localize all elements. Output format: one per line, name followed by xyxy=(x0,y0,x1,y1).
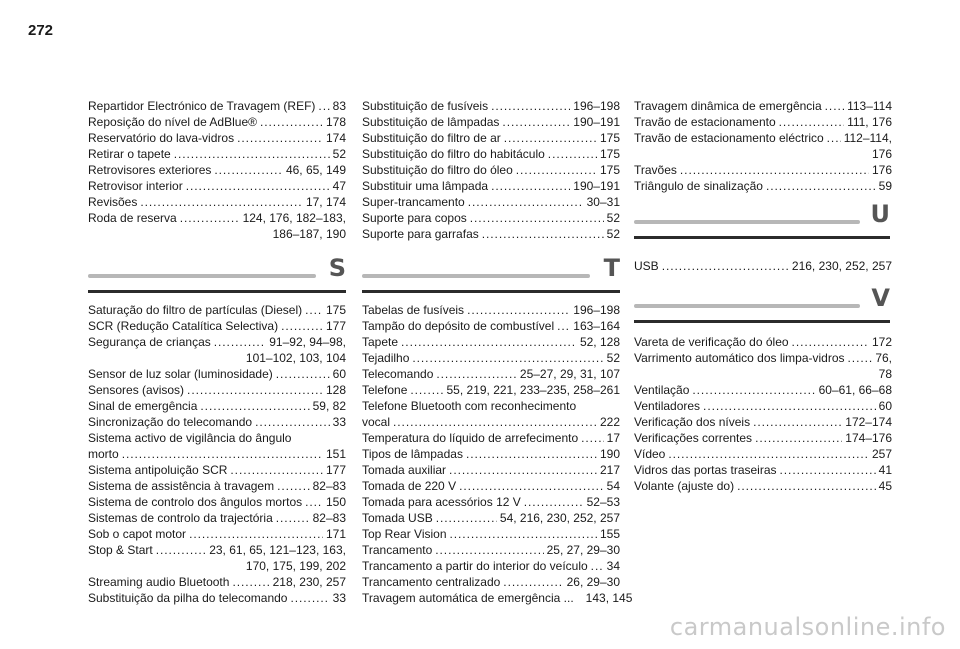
index-page-refs: 174 xyxy=(325,131,346,145)
index-term: Sistemas de controlo da trajectória xyxy=(88,511,273,525)
index-term: Substituição do filtro do habitáculo xyxy=(362,147,545,161)
dot-leader xyxy=(692,382,815,398)
index-entry xyxy=(362,446,620,462)
dot-leader xyxy=(189,526,323,542)
index-entry xyxy=(88,526,346,542)
index-entry xyxy=(88,194,346,210)
dot-leader xyxy=(232,574,269,590)
dot-leader xyxy=(848,350,873,366)
dot-leader xyxy=(436,510,497,526)
index-entry xyxy=(362,574,620,590)
index-entry xyxy=(362,146,620,162)
dot-leader xyxy=(766,178,876,194)
section-rule xyxy=(634,304,860,308)
section-letter: T xyxy=(603,254,620,282)
index-column-c-v xyxy=(634,334,892,494)
index-term: Tapete xyxy=(362,335,399,349)
dot-leader xyxy=(305,494,323,510)
index-page-refs: 76, xyxy=(875,351,892,365)
index-entry xyxy=(362,98,620,114)
index-page-refs: 175 xyxy=(325,303,346,317)
index-page-refs: 82–83 xyxy=(312,511,346,525)
index-entry xyxy=(362,462,620,478)
index-page-refs: 23, 61, 65, 121–123, 163, xyxy=(209,543,346,557)
index-term: Retirar o tapete xyxy=(88,147,171,161)
index-column-b xyxy=(362,98,620,242)
dot-leader xyxy=(305,302,323,318)
index-entry xyxy=(88,462,346,478)
index-entry xyxy=(88,366,346,382)
index-entry xyxy=(634,350,892,366)
index-column-a xyxy=(88,98,346,242)
index-term: USB xyxy=(634,259,659,273)
index-page-refs: 17 xyxy=(606,431,620,445)
index-entry xyxy=(634,258,892,274)
dot-leader xyxy=(524,494,584,510)
index-page-refs: 55, 219, 221, 233–235, 258–261 xyxy=(446,383,620,397)
dot-leader xyxy=(276,366,330,382)
section-letter: U xyxy=(870,200,890,228)
index-entry xyxy=(88,130,346,146)
index-page-refs: 174–176 xyxy=(845,431,892,445)
index-term: Tomada para acessórios 12 V xyxy=(362,495,521,509)
index-page-refs: 178 xyxy=(325,115,346,129)
index-term: Ventiladores xyxy=(634,399,701,413)
dot-leader xyxy=(753,414,842,430)
index-term: Trancamento centralizado xyxy=(362,575,501,589)
index-column-c xyxy=(634,98,892,194)
index-block-u xyxy=(634,258,892,274)
dot-leader xyxy=(557,318,570,334)
index-term: Volante (ajuste do) xyxy=(634,479,735,493)
index-page-refs: 172–174 xyxy=(845,415,892,429)
index-page-refs: 52 xyxy=(606,227,620,241)
index-page-refs: 218, 230, 257 xyxy=(272,575,346,589)
index-page-refs: 128 xyxy=(325,383,346,397)
index-block-t2 xyxy=(634,98,892,194)
index-term: Substituir uma lâmpada xyxy=(362,179,489,193)
index-term: Substituição do filtro de ar xyxy=(362,131,501,145)
index-page-refs: 54 xyxy=(606,479,620,493)
section-header-s xyxy=(88,254,346,293)
index-entry xyxy=(634,178,892,194)
index-term: Revisões xyxy=(88,195,138,209)
index-page-refs: 112–114, xyxy=(843,131,892,145)
index-page-refs: 45 xyxy=(878,479,892,493)
dot-leader xyxy=(503,574,563,590)
index-page-refs-continued: 78 xyxy=(878,367,892,381)
index-entry xyxy=(634,478,892,494)
index-page-refs: 196–198 xyxy=(573,99,620,113)
index-term: Sinal de emergência xyxy=(88,399,198,413)
index-page-refs: 83 xyxy=(332,99,346,113)
dot-leader xyxy=(662,258,789,274)
dot-leader xyxy=(230,462,323,478)
index-term: Tipos de lâmpadas xyxy=(362,447,463,461)
index-term: Retrovisores exteriores xyxy=(88,163,212,177)
index-page-refs: 163–164 xyxy=(573,319,620,333)
index-term: Suporte para copos xyxy=(362,211,467,225)
index-term: Reservatório do lava-vidros xyxy=(88,131,235,145)
index-term: Super-trancamento xyxy=(362,195,465,209)
index-page-refs: 176 xyxy=(871,163,892,177)
index-page-refs: 113–114 xyxy=(847,99,892,113)
index-term: Tomada de 220 V xyxy=(362,479,457,493)
index-page-refs: 155 xyxy=(599,527,620,541)
dot-leader xyxy=(214,334,267,350)
index-term: Retrovisor interior xyxy=(88,179,183,193)
index-column-c-u xyxy=(634,258,892,274)
index-entry xyxy=(88,494,346,510)
index-page-refs: 17, 174 xyxy=(305,195,346,209)
index-page-refs: 25, 27, 29–30 xyxy=(546,543,620,557)
index-term: Temperatura do líquido de arrefecimento xyxy=(362,431,579,445)
section-rule xyxy=(88,274,316,278)
section-header-t xyxy=(362,254,620,293)
dot-leader xyxy=(237,130,323,146)
index-term: Sensores (avisos) xyxy=(88,383,185,397)
index-page-refs: 222 xyxy=(599,415,620,429)
index-entry xyxy=(362,430,620,446)
index-page-refs: 217 xyxy=(599,463,620,477)
index-entry-text: Sistema activo de vigilância do ângulo xyxy=(88,431,292,445)
index-page-refs: 151 xyxy=(325,447,346,461)
index-entry xyxy=(88,574,346,590)
dot-leader xyxy=(780,462,876,478)
index-term: Sistema de assistência à travagem xyxy=(88,479,275,493)
index-term: Substituição de fusíveis xyxy=(362,99,489,113)
index-block-s xyxy=(88,302,346,606)
index-entry-text: Telefone Bluetooth com reconhecimento xyxy=(362,399,577,413)
index-entry xyxy=(362,178,620,194)
index-term: Ventilação xyxy=(634,383,690,397)
index-term: SCR (Redução Catalítica Selectiva) xyxy=(88,319,279,333)
index-entry xyxy=(634,162,892,178)
index-term: Sistema de controlo dos ângulos mortos xyxy=(88,495,303,509)
index-term: Travão de estacionamento eléctrico xyxy=(634,131,824,145)
index-column-b-t xyxy=(362,302,633,606)
index-term: Segurança de crianças xyxy=(88,335,211,349)
index-entry xyxy=(362,414,620,430)
index-block-v xyxy=(634,334,892,494)
index-entry xyxy=(362,114,620,130)
dot-leader xyxy=(122,446,323,462)
dot-leader xyxy=(779,114,844,130)
index-page-refs: 52 xyxy=(606,351,620,365)
page-number: 272 xyxy=(28,22,54,39)
index-page-refs: 30–31 xyxy=(586,195,620,209)
index-block-s2 xyxy=(362,98,620,242)
watermark: carmanualsonline.info xyxy=(669,613,946,641)
index-term: Travagem automática de emergência ... xyxy=(362,591,574,605)
index-entry xyxy=(634,414,892,430)
index-term: morto xyxy=(88,447,119,461)
index-page-refs: 52–53 xyxy=(586,495,620,509)
index-term: Trancamento a partir do interior do veículo xyxy=(362,559,588,573)
index-term: vocal xyxy=(362,415,391,429)
dot-leader xyxy=(277,478,310,494)
index-entry xyxy=(88,114,346,130)
index-term: Vidros das portas traseiras xyxy=(634,463,777,477)
dot-leader xyxy=(737,478,876,494)
dot-leader xyxy=(827,130,841,146)
index-entry xyxy=(362,226,620,242)
index-entry xyxy=(362,350,620,366)
index-entry xyxy=(362,494,620,510)
section-rule xyxy=(362,274,590,278)
dot-leader xyxy=(412,350,603,366)
index-term: Trancamento xyxy=(362,543,433,557)
index-page-refs: 190–191 xyxy=(573,179,620,193)
dot-leader xyxy=(255,414,330,430)
index-term: Streaming audio Bluetooth xyxy=(88,575,230,589)
index-entry xyxy=(634,430,892,446)
dot-leader xyxy=(290,590,329,606)
index-page-refs: 52 xyxy=(606,211,620,225)
index-entry xyxy=(362,162,620,178)
dot-leader xyxy=(502,114,570,130)
index-page-refs: 60 xyxy=(878,399,892,413)
dot-leader xyxy=(140,194,303,210)
dot-leader xyxy=(260,114,323,130)
dot-leader xyxy=(792,334,869,350)
index-term: Sincronização do telecomando xyxy=(88,415,253,429)
dot-leader xyxy=(491,178,570,194)
index-block-t xyxy=(362,302,633,606)
index-entry xyxy=(362,510,620,526)
index-term: Tejadilho xyxy=(362,351,410,365)
index-entry xyxy=(362,366,620,382)
index-entry xyxy=(88,398,346,414)
index-column-a-s xyxy=(88,302,346,606)
dot-leader xyxy=(393,414,597,430)
section-letter: S xyxy=(328,254,346,282)
dot-leader xyxy=(186,178,330,194)
index-page-refs: 47 xyxy=(332,179,346,193)
index-term: Top Rear Vision xyxy=(362,527,447,541)
index-page-refs: 171 xyxy=(325,527,346,541)
index-term: Travões xyxy=(634,163,677,177)
index-entry xyxy=(88,162,346,178)
section-header-u xyxy=(634,200,890,239)
dot-leader xyxy=(482,226,604,242)
index-term: Substituição de lâmpadas xyxy=(362,115,500,129)
dot-leader xyxy=(755,430,842,446)
index-page-refs: 143, 145 xyxy=(585,591,633,605)
dot-leader xyxy=(680,162,869,178)
dot-leader xyxy=(516,162,597,178)
index-term: Tomada USB xyxy=(362,511,433,525)
index-term: Substituição da pilha do telecomando xyxy=(88,591,288,605)
index-page-refs: 196–198 xyxy=(573,303,620,317)
dot-leader xyxy=(548,146,597,162)
index-page-refs: 175 xyxy=(599,147,620,161)
index-term: Verificações correntes xyxy=(634,431,753,445)
index-term: Vareta de verificação do óleo xyxy=(634,335,789,349)
index-entry xyxy=(88,98,346,114)
index-page-refs: 59 xyxy=(878,179,892,193)
dot-leader xyxy=(491,98,570,114)
index-term: Triângulo de sinalização xyxy=(634,179,763,193)
index-term: Substituição do filtro do óleo xyxy=(362,163,513,177)
index-page-refs: 26, 29–30 xyxy=(566,575,620,589)
index-entry xyxy=(88,334,346,350)
index-term: Reposição do nível de AdBlue® xyxy=(88,115,257,129)
index-page-refs: 34 xyxy=(606,559,620,573)
index-term: Saturação do filtro de partículas (Diesel) xyxy=(88,303,303,317)
dot-leader xyxy=(668,446,869,462)
dot-leader xyxy=(276,510,310,526)
index-entry xyxy=(634,446,892,462)
index-entry xyxy=(362,130,620,146)
dot-leader xyxy=(436,366,517,382)
index-term: Telecomando xyxy=(362,367,434,381)
index-term: Tabelas de fusíveis xyxy=(362,303,465,317)
section-letter: V xyxy=(871,284,890,312)
index-page-refs: 150 xyxy=(325,495,346,509)
index-entry xyxy=(362,590,633,606)
index-entry xyxy=(362,194,620,210)
index-entry xyxy=(634,130,892,146)
dot-leader xyxy=(156,542,207,558)
index-term: Verificação dos níveis xyxy=(634,415,751,429)
index-page-refs-continued: 176 xyxy=(871,147,892,161)
dot-leader xyxy=(470,210,604,226)
section-header-v xyxy=(634,284,890,323)
index-entry xyxy=(362,334,620,350)
index-entry xyxy=(634,462,892,478)
index-page-refs: 177 xyxy=(325,319,346,333)
dot-leader xyxy=(591,558,604,574)
index-page-refs: 172 xyxy=(871,335,892,349)
index-entry xyxy=(634,114,892,130)
dot-leader xyxy=(200,398,309,414)
index-entry xyxy=(362,382,620,398)
index-term: Tampão do depósito de combustível xyxy=(362,319,555,333)
index-page-refs-continued: 101–102, 103, 104 xyxy=(245,351,346,365)
index-page-refs: 41 xyxy=(878,463,892,477)
index-entry xyxy=(88,382,346,398)
index-page-refs-continued: 186–187, 190 xyxy=(272,227,346,241)
index-entry xyxy=(88,178,346,194)
index-entry xyxy=(88,414,346,430)
index-page-refs: 54, 216, 230, 252, 257 xyxy=(499,511,620,525)
index-page-refs: 82–83 xyxy=(312,479,346,493)
index-entry xyxy=(362,542,620,558)
index-entry xyxy=(88,590,346,606)
index-entry xyxy=(634,334,892,350)
index-block-r xyxy=(88,98,346,242)
dot-leader xyxy=(581,430,604,446)
index-entry xyxy=(634,98,892,114)
index-term: Repartidor Electrónico de Travagem (REF) xyxy=(88,99,316,113)
index-term: Travão de estacionamento xyxy=(634,115,776,129)
index-page-refs: 190–191 xyxy=(573,115,620,129)
index-page-refs: 175 xyxy=(599,131,620,145)
index-term: Vídeo xyxy=(634,447,666,461)
index-entry xyxy=(88,210,346,226)
index-term: Sensor de luz solar (luminosidade) xyxy=(88,367,273,381)
index-page-refs-continued: 170, 175, 199, 202 xyxy=(245,559,346,573)
index-entry xyxy=(362,478,620,494)
dot-leader xyxy=(214,162,283,178)
index-page-refs: 216, 230, 252, 257 xyxy=(791,259,892,273)
index-page-refs: 177 xyxy=(325,463,346,477)
dot-leader xyxy=(435,542,543,558)
index-entry xyxy=(88,146,346,162)
dot-leader xyxy=(703,398,876,414)
dot-leader xyxy=(467,302,570,318)
index-page-refs: 33 xyxy=(332,415,346,429)
section-rule xyxy=(634,220,860,224)
dot-leader xyxy=(318,98,329,114)
dot-leader xyxy=(174,146,330,162)
index-term: Suporte para garrafas xyxy=(362,227,479,241)
index-term: Travagem dinâmica de emergência xyxy=(634,99,822,113)
index-term: Sob o capot motor xyxy=(88,527,187,541)
index-term: Stop & Start xyxy=(88,543,153,557)
index-entry xyxy=(88,446,346,462)
index-page-refs: 111, 176 xyxy=(847,115,892,129)
index-entry xyxy=(88,542,346,558)
index-entry xyxy=(88,318,346,334)
index-term: Telefone xyxy=(362,383,408,397)
index-page-refs: 52 xyxy=(332,147,346,161)
index-page-refs: 190 xyxy=(599,447,620,461)
dot-leader xyxy=(449,462,597,478)
index-entry xyxy=(362,526,620,542)
index-page-refs: 33 xyxy=(332,591,346,605)
index-page-refs: 59, 82 xyxy=(312,399,346,413)
index-entry xyxy=(634,382,892,398)
index-entry xyxy=(362,210,620,226)
index-term: Tomada auxiliar xyxy=(362,463,447,477)
dot-leader xyxy=(466,446,597,462)
index-page-refs: 60–61, 66–68 xyxy=(818,383,892,397)
dot-leader xyxy=(180,210,240,226)
index-term: Sistema antipoluição SCR xyxy=(88,463,228,477)
dot-leader xyxy=(825,98,844,114)
index-entry xyxy=(88,302,346,318)
dot-leader xyxy=(401,334,577,350)
index-term: Varrimento automático dos limpa-vidros xyxy=(634,351,845,365)
dot-leader xyxy=(468,194,584,210)
index-page-refs: 175 xyxy=(599,163,620,177)
dot-leader xyxy=(281,318,323,334)
dot-leader xyxy=(410,382,443,398)
index-page-refs: 124, 176, 182–183, xyxy=(242,211,346,225)
dot-leader xyxy=(450,526,597,542)
index-page-refs: 91–92, 94–98, xyxy=(269,335,346,349)
index-page-refs: 52, 128 xyxy=(579,335,620,349)
index-entry xyxy=(362,558,620,574)
index-entry xyxy=(88,478,346,494)
dot-leader xyxy=(504,130,597,146)
index-entry xyxy=(362,318,620,334)
index-entry xyxy=(88,510,346,526)
index-page-refs: 60 xyxy=(332,367,346,381)
index-page-refs: 257 xyxy=(871,447,892,461)
index-page-refs: 25–27, 29, 31, 107 xyxy=(519,367,620,381)
dot-leader xyxy=(459,478,604,494)
index-entry xyxy=(634,398,892,414)
index-page-refs: 46, 65, 149 xyxy=(285,163,346,177)
index-term: Roda de reserva xyxy=(88,211,177,225)
dot-leader xyxy=(187,382,323,398)
index-entry xyxy=(362,302,620,318)
